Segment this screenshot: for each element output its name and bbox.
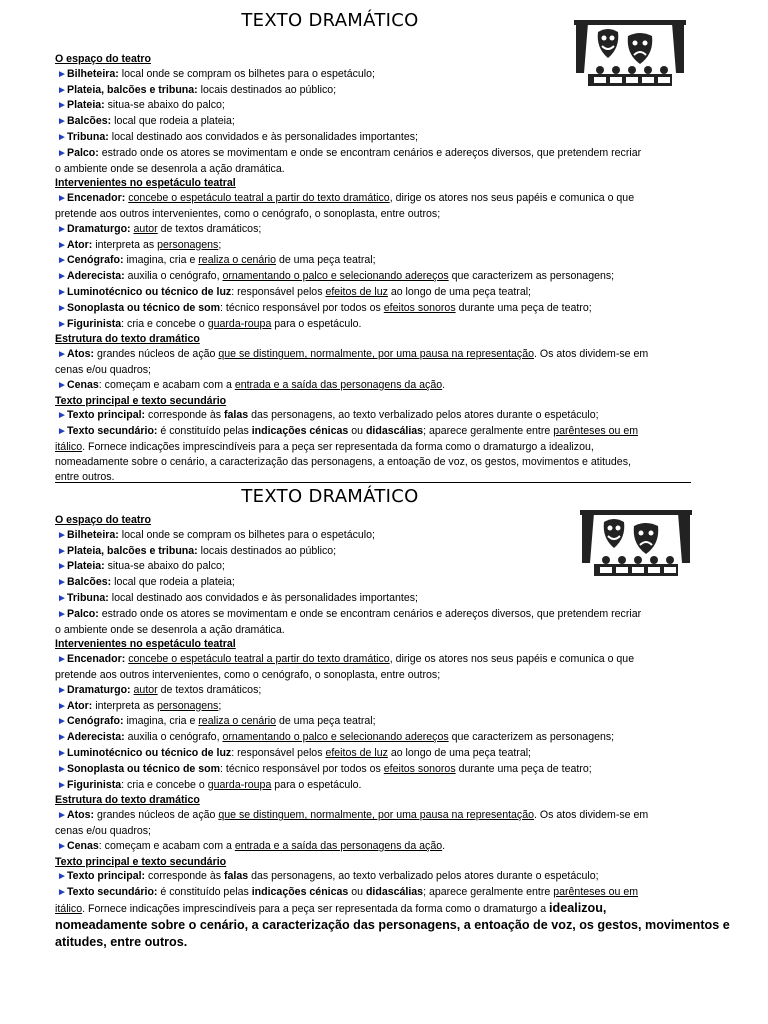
arrow-icon: ►	[57, 286, 67, 298]
arrow-icon: ►	[57, 84, 67, 96]
item-bilheteira: ►Bilheteira: local onde se compram os bilhetes para o espetáculo;	[55, 528, 715, 544]
item-texto-secundario-cont3: entre outros.	[55, 470, 115, 483]
item-plateia-balcoes-tribuna: ►Plateia, balcões e tribuna: locais destinados ao público;	[55, 544, 715, 560]
item-bilheteira: ►Bilheteira: local onde se compram os bilhetes para o espetáculo;	[55, 67, 715, 83]
arrow-icon: ►	[57, 810, 67, 822]
section-heading-principal: Texto principal e texto secundário	[55, 394, 227, 407]
arrow-icon: ►	[57, 116, 67, 128]
item-texto-secundario: ►Texto secundário: é constituído pelas indicações cénicas ou didascálias; aparece geralmente entre parênteses ou em	[55, 885, 715, 901]
item-aderecista: ►Aderecista: auxilia o cenógrafo, ornamentando o palco e selecionando adereços que caracterizem as personagens;	[55, 730, 715, 746]
item-palco: ►Palco: estrado onde os atores se movimentam e onde se encontram cenários e adereços diversos, que pretendem recriar	[55, 607, 715, 623]
arrow-icon: ►	[57, 840, 67, 852]
item-encenador: ►Encenador: concebe o espetáculo teatral a partir do texto dramático, dirige os atores nos seus papéis e comunica o que	[55, 652, 715, 668]
item-atos-cont: cenas e/ou quadros;	[55, 363, 152, 376]
item-encenador-cont: pretende aos outros intervenientes, como o cenógrafo, o sonoplasta, entre outros;	[55, 207, 441, 220]
arrow-icon: ►	[57, 871, 67, 883]
item-dramaturgo: ►Dramaturgo: autor de textos dramáticos;	[55, 683, 715, 699]
arrow-icon: ►	[57, 100, 67, 112]
arrow-icon: ►	[57, 131, 67, 143]
arrow-icon: ►	[57, 545, 67, 557]
item-figurinista: ►Figurinista: cria e concebe o guarda-roupa para o espetáculo.	[55, 778, 715, 794]
item-plateia-balcoes-tribuna: ►Plateia, balcões e tribuna: locais destinados ao público;	[55, 83, 715, 99]
item-cenas: ►Cenas: começam e acabam com a entrada e a saída das personagens da ação.	[55, 839, 715, 855]
arrow-icon: ►	[57, 577, 67, 589]
item-cenografo: ►Cenógrafo: imagina, cria e realiza o cenário de uma peça teatral;	[55, 714, 715, 730]
item-encenador-cont: pretende aos outros intervenientes, como o cenógrafo, o sonoplasta, entre outros;	[55, 668, 441, 681]
arrow-icon: ►	[57, 700, 67, 712]
arrow-icon: ►	[57, 68, 67, 80]
section-heading-intervenientes: Intervenientes no espetáculo teatral	[55, 638, 236, 651]
item-texto-secundario-cont3: atitudes, entre outros.	[55, 934, 188, 949]
arrow-icon: ►	[57, 561, 67, 573]
arrow-icon: ►	[57, 410, 67, 422]
page-separator	[55, 482, 691, 483]
item-cenografo: ►Cenógrafo: imagina, cria e realiza o cenário de uma peça teatral;	[55, 253, 715, 269]
item-luminotecnico: ►Luminotécnico ou técnico de luz: responsável pelos efeitos de luz ao longo de uma peça teatral;	[55, 285, 715, 301]
arrow-icon: ►	[57, 684, 67, 696]
item-texto-secundario-cont2: nomeadamente sobre o cenário, a caracterização das personagens, a entoação de voz, os gestos, movimentos e atitudes,	[55, 455, 631, 468]
arrow-icon: ►	[57, 887, 67, 899]
item-luminotecnico: ►Luminotécnico ou técnico de luz: responsável pelos efeitos de luz ao longo de uma peça teatral;	[55, 746, 715, 762]
theatre-masks-icon	[580, 508, 692, 583]
item-plateia: ►Plateia: situa-se abaixo do palco;	[55, 98, 715, 114]
arrow-icon: ►	[57, 239, 67, 251]
item-texto-secundario: ►Texto secundário: é constituído pelas indicações cénicas ou didascálias; aparece geralmente entre parênteses ou em	[55, 424, 715, 440]
section-heading-espaco: O espaço do teatro	[55, 53, 151, 65]
arrow-icon: ►	[57, 302, 67, 314]
item-sonoplasta: ►Sonoplasta ou técnico de som: técnico responsável por todos os efeitos sonoros durante uma peça de teatro;	[55, 301, 715, 317]
item-tribuna: ►Tribuna: local destinado aos convidados e às personalidades importantes;	[55, 130, 715, 146]
arrow-icon: ►	[57, 349, 67, 361]
item-cenas: ►Cenas: começam e acabam com a entrada e a saída das personagens da ação.	[55, 378, 715, 394]
item-ator: ►Ator: interpreta as personagens;	[55, 699, 715, 715]
item-texto-secundario-cont1: itálico. Fornece indicações imprescindíveis para a peça ser representada da forma como o dramaturgo a idealizou,	[55, 900, 607, 915]
arrow-icon: ►	[57, 779, 67, 791]
arrow-icon: ►	[57, 732, 67, 744]
arrow-icon: ►	[57, 654, 67, 666]
arrow-icon: ►	[57, 747, 67, 759]
item-dramaturgo: ►Dramaturgo: autor de textos dramáticos;	[55, 222, 715, 238]
item-figurinista: ►Figurinista: cria e concebe o guarda-roupa para o espetáculo.	[55, 317, 715, 333]
arrow-icon: ►	[57, 223, 67, 235]
section-heading-principal: Texto principal e texto secundário	[55, 855, 227, 868]
arrow-icon: ►	[57, 592, 67, 604]
item-encenador: ►Encenador: concebe o espetáculo teatral a partir do texto dramático, dirige os atores nos seus papéis e comunica o que	[55, 191, 715, 207]
arrow-icon: ►	[57, 608, 67, 620]
item-tribuna: ►Tribuna: local destinado aos convidados e às personalidades importantes;	[55, 591, 715, 607]
section-heading-estrutura: Estrutura do texto dramático	[55, 333, 200, 346]
item-balcoes: ►Balcões: local que rodeia a plateia;	[55, 575, 715, 591]
item-ator: ►Ator: interpreta as personagens;	[55, 238, 715, 254]
item-atos: ►Atos: grandes núcleos de ação que se distinguem, normalmente, por uma pausa na representação. Os atos dividem-se em	[55, 347, 715, 363]
section-heading-intervenientes: Intervenientes no espetáculo teatral	[55, 177, 236, 190]
item-aderecista: ►Aderecista: auxilia o cenógrafo, ornamentando o palco e selecionando adereços que caracterizem as personagens;	[55, 269, 715, 285]
arrow-icon: ►	[57, 193, 67, 205]
arrow-icon: ►	[57, 426, 67, 438]
theatre-masks-icon	[574, 18, 686, 93]
item-texto-secundario-cont2: nomeadamente sobre o cenário, a caracterização das personagens, a entoação de voz, os gestos, movimentos e	[55, 917, 730, 932]
item-texto-principal: ►Texto principal: corresponde às falas das personagens, ao texto verbalizado pelos atores durante o espetáculo;	[55, 408, 715, 424]
item-palco: ►Palco: estrado onde os atores se movimentam e onde se encontram cenários e adereços diversos, que pretendem recriar	[55, 146, 715, 162]
arrow-icon: ►	[57, 529, 67, 541]
item-texto-secundario-cont1: itálico. Fornece indicações imprescindíveis para a peça ser representada da forma como o dramaturgo a idealizou,	[55, 440, 594, 453]
item-atos: ►Atos: grandes núcleos de ação que se distinguem, normalmente, por uma pausa na representação. Os atos dividem-se em	[55, 808, 715, 824]
arrow-icon: ►	[57, 271, 67, 283]
page-title: TEXTO DRAMÁTICO	[241, 486, 419, 507]
arrow-icon: ►	[57, 147, 67, 159]
arrow-icon: ►	[57, 763, 67, 775]
item-plateia: ►Plateia: situa-se abaixo do palco;	[55, 559, 715, 575]
arrow-icon: ►	[57, 716, 67, 728]
item-sonoplasta: ►Sonoplasta ou técnico de som: técnico responsável por todos os efeitos sonoros durante uma peça de teatro;	[55, 762, 715, 778]
section-heading-estrutura: Estrutura do texto dramático	[55, 794, 200, 807]
item-palco-cont: o ambiente onde se desenrola a ação dramática.	[55, 162, 285, 175]
item-atos-cont: cenas e/ou quadros;	[55, 824, 152, 837]
page-title: TEXTO DRAMÁTICO	[241, 10, 419, 31]
item-balcoes: ►Balcões: local que rodeia a plateia;	[55, 114, 715, 130]
arrow-icon: ►	[57, 318, 67, 330]
arrow-icon: ►	[57, 379, 67, 391]
section-heading-espaco: O espaço do teatro	[55, 514, 151, 526]
item-texto-principal: ►Texto principal: corresponde às falas das personagens, ao texto verbalizado pelos atores durante o espetáculo;	[55, 869, 715, 885]
arrow-icon: ►	[57, 255, 67, 267]
item-palco-cont: o ambiente onde se desenrola a ação dramática.	[55, 623, 285, 636]
